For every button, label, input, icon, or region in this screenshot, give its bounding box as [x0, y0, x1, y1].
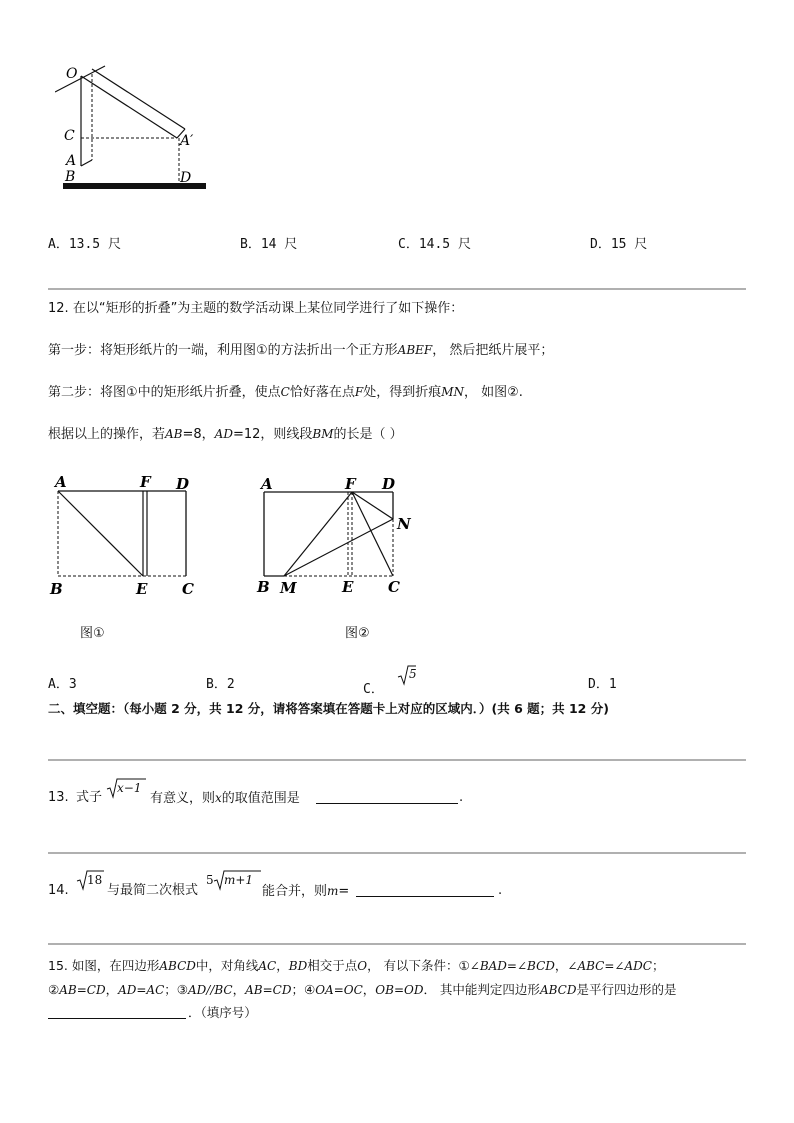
fig1-label-F: F [140, 473, 151, 491]
fig1-label-D: D [176, 475, 190, 493]
fig2-label-A: A [261, 475, 273, 493]
fig2-label-E: E [342, 578, 354, 596]
q12-line1: 12. 在以“矩形的折叠”为主题的数学活动课上某位同学进行了如下操作： [48, 301, 464, 316]
figure-2 [255, 472, 425, 602]
q13-number: 13. [48, 790, 69, 805]
ladder-figure [55, 62, 215, 194]
q11-option-a[interactable]: A．13.5 尺 [48, 237, 121, 252]
q14-text-b: 能合并，则m= [262, 884, 350, 899]
q13-radicand: x−1 [117, 781, 142, 795]
fig2-label-D: D [382, 475, 396, 493]
q12-line2: 第一步：将矩形纸片的一端，利用图①的方法折出一个正方形ABEF， 然后把纸片展平； [48, 343, 554, 358]
figure-1 [46, 472, 206, 602]
q14-radicand-2: m+1 [224, 873, 254, 887]
q13-end: . [459, 790, 464, 805]
label-C: C [64, 128, 75, 144]
q11-option-b[interactable]: B．14 尺 [240, 237, 298, 252]
q14-answer-blank[interactable] [356, 882, 494, 897]
label-O: O [66, 66, 78, 82]
fig2-label-F: F [345, 475, 356, 493]
fig1-label-B: B [50, 580, 63, 598]
q12-line4: 根据以上的操作，若AB=8，AD=12，则线段BM的长是（ ） [48, 427, 403, 442]
q13-text-b: 有意义，则x的取值范围是 [150, 791, 300, 806]
q11-option-d[interactable]: D．15 尺 [590, 237, 648, 252]
fig1-caption: 图① [80, 626, 105, 641]
q13-answer-blank[interactable] [316, 789, 458, 804]
fig1-label-C: C [182, 580, 194, 598]
divider [48, 943, 746, 945]
q14-text-a: 与最简二次根式 [107, 883, 199, 898]
divider [48, 288, 746, 290]
q14-number: 14. [48, 883, 69, 898]
q12-line3: 第二步：将图①中的矩形纸片折叠，使点C恰好落在点F处，得到折痕MN， 如图②. [48, 385, 523, 400]
label-B: B [65, 169, 76, 185]
divider [48, 759, 746, 761]
q14-radicand-1: 18 [87, 873, 103, 887]
label-A: A [66, 153, 77, 169]
q12-option-d[interactable]: D．1 [588, 677, 617, 692]
q13-text-a: 式子 [76, 790, 103, 805]
fig1-label-A: A [55, 473, 67, 491]
fig2-label-N: N [397, 515, 411, 533]
q14-end: . [498, 883, 503, 898]
fig2-label-B: B [257, 578, 270, 596]
q15-answer-blank[interactable] [48, 1004, 186, 1019]
q12-option-b[interactable]: B．2 [206, 677, 235, 692]
label-D: D [180, 170, 192, 186]
q14-coef: 5 [206, 873, 214, 887]
q11-option-c[interactable]: C．14.5 尺 [398, 237, 471, 252]
fig2-label-C: C [388, 578, 400, 596]
q15-end: ．（填序号） [188, 1005, 257, 1020]
q15-line2: ②AB=CD，AD=AC；③AD//BC，AB=CD；④OA=OC，OB=OD． 其中能判定四边形ABCD是平行四边形的是 [48, 982, 677, 997]
fig1-label-E: E [136, 580, 148, 598]
q12-option-a[interactable]: A．3 [48, 677, 77, 692]
q15-line1: 15. 如图，在四边形ABCD中，对角线AC，BD相交于点O， 有以下条件：①∠BAD=∠BCD，∠ABC=∠ADC； [48, 958, 665, 973]
fig2-label-M: M [280, 579, 297, 597]
label-A-prime: A′ [180, 133, 194, 149]
section-2-title: 二、填空题：（每小题 2 分，共 12 分，请将答案填在答题卡上对应的区域内．）(共 6 题；共 12 分) [48, 701, 609, 716]
fig2-caption: 图② [345, 626, 370, 641]
divider [48, 852, 746, 854]
